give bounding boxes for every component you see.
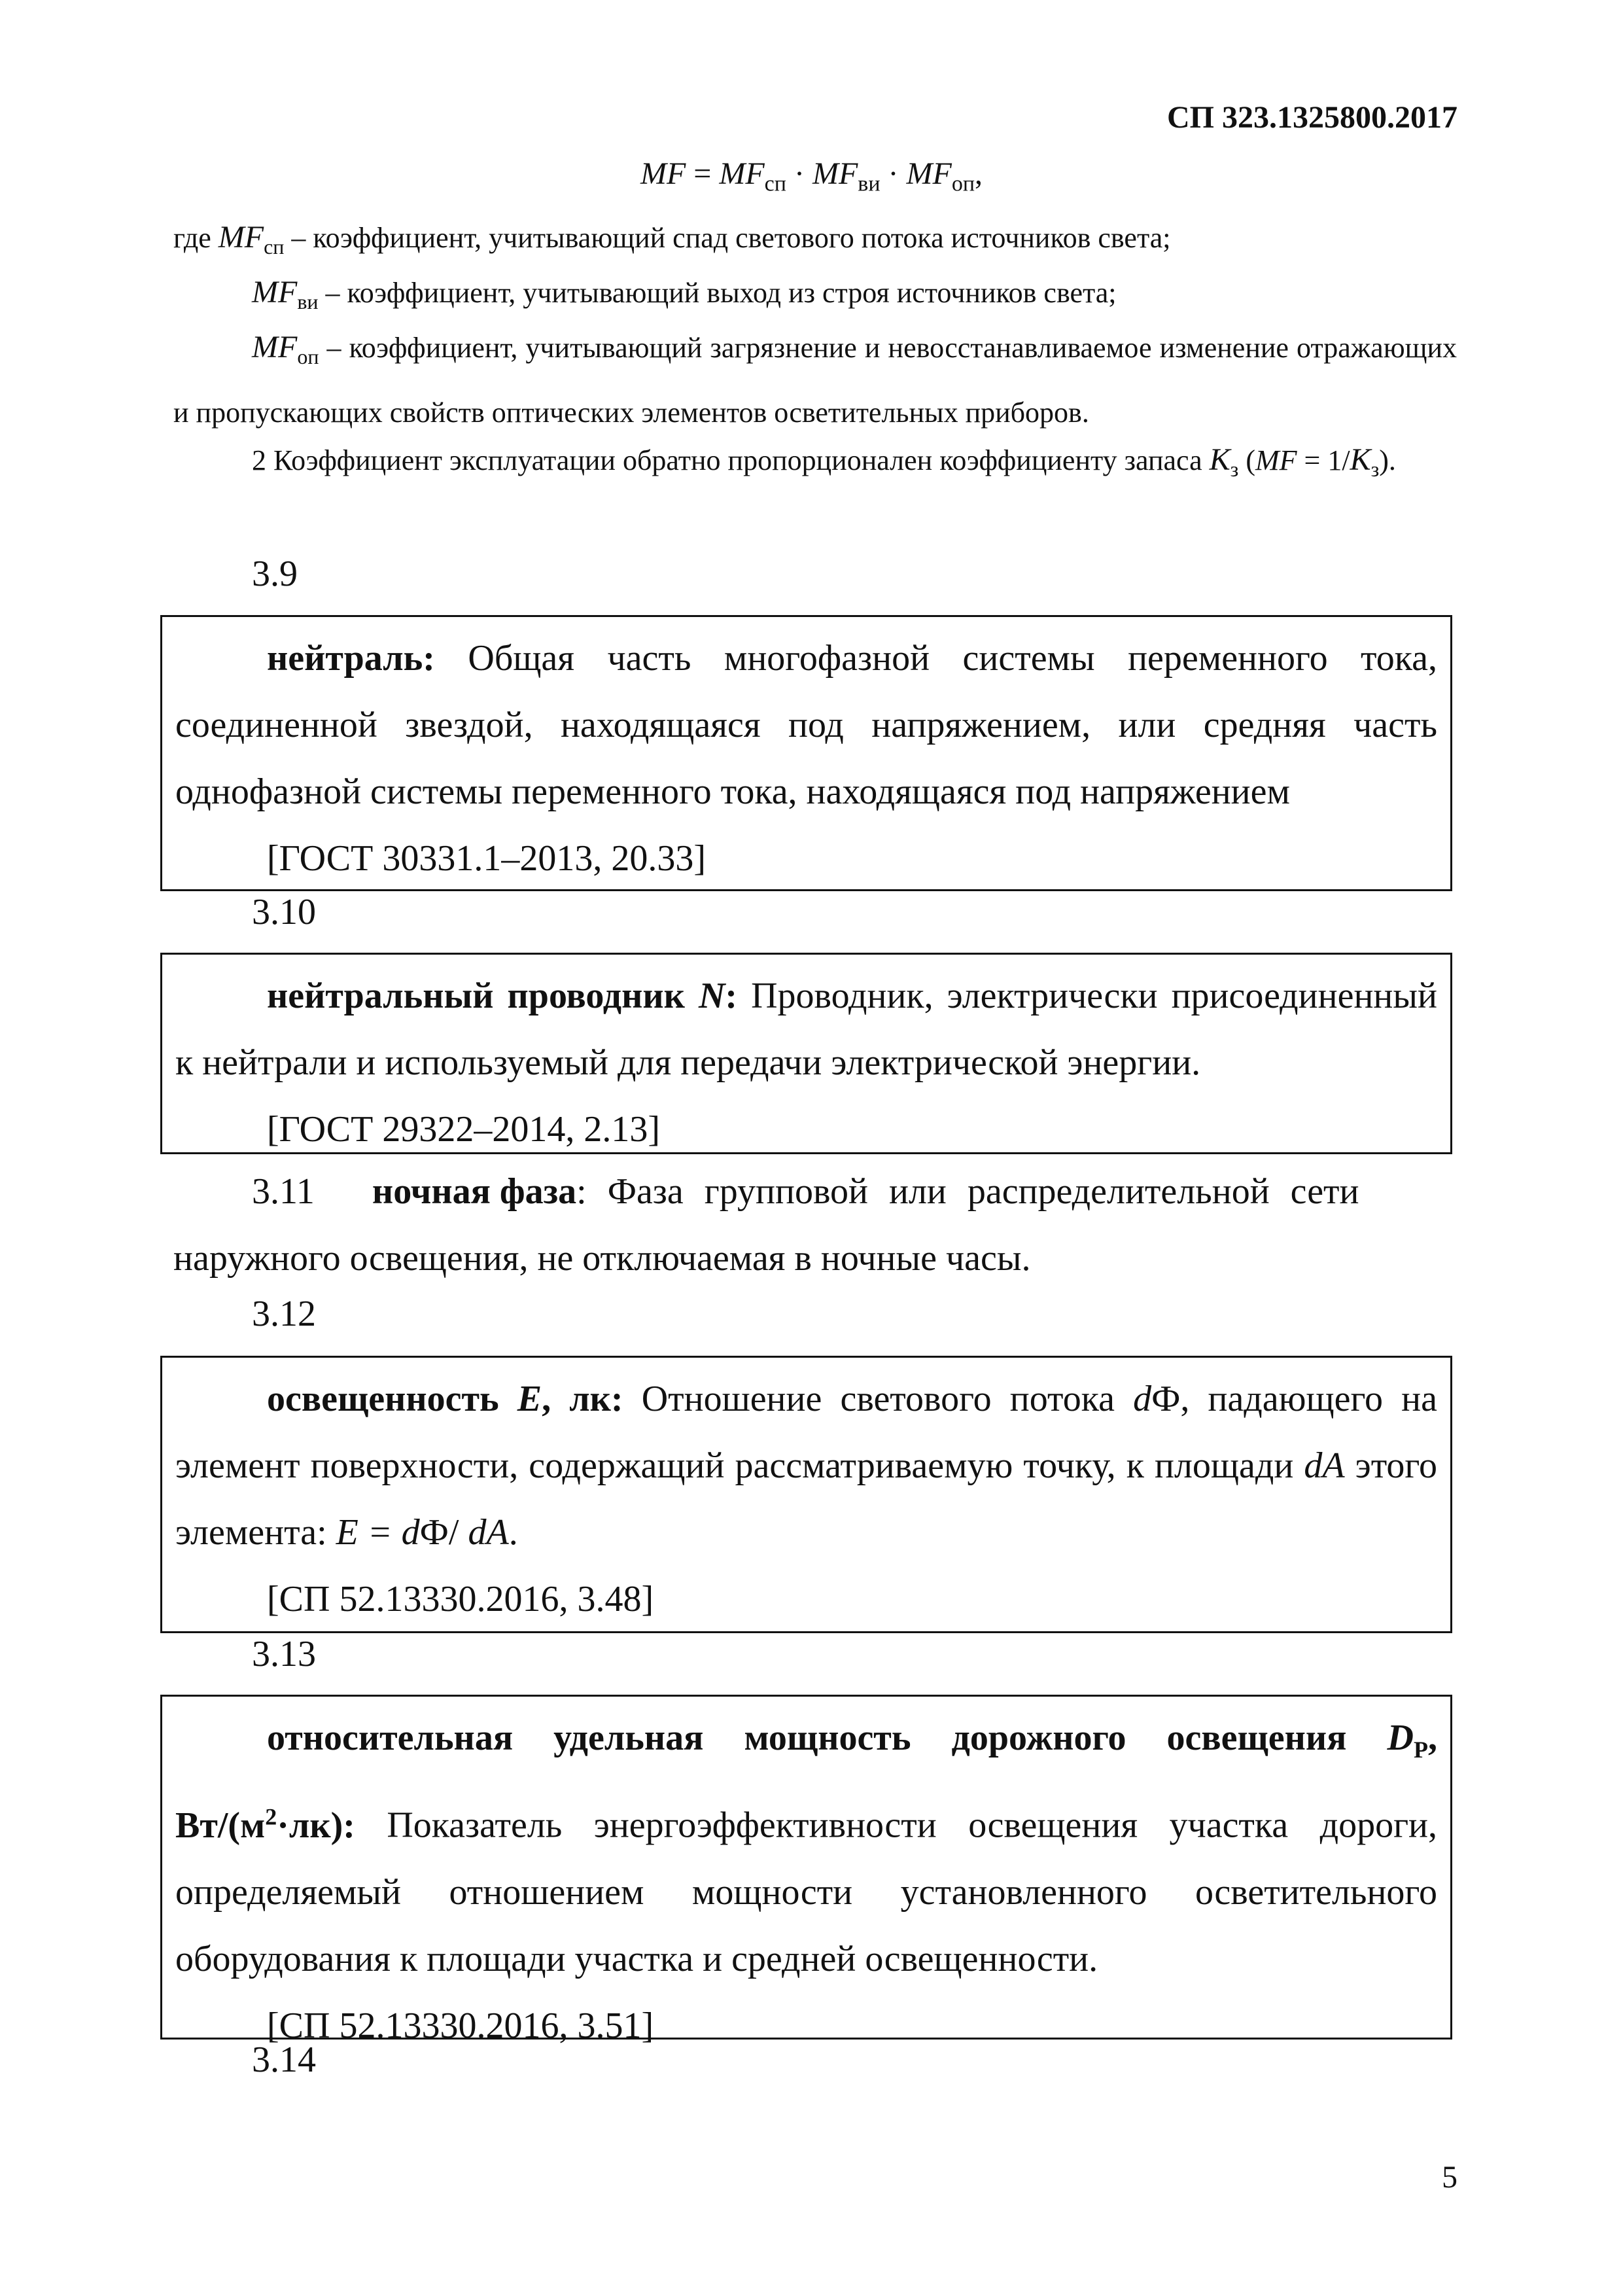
- source-reference: [ГОСТ 30331.1–2013, 20.33]: [267, 838, 706, 879]
- definition-box-3-9: [160, 615, 1452, 891]
- section-number-3-9: 3.9: [252, 554, 298, 594]
- source-reference: [СП 52.13330.2016, 3.48]: [267, 1579, 654, 1619]
- definition-text: относительная удельная мощность дорожного освещения $D_P$, $Вт/(м^2\cdot лк)$: Показатель энергоэффективности освещения участка дороги, определяемый отношением мощности установленного осветительного оборудования к площади участка и средней освещенности.: [175, 1718, 1437, 1979]
- source-reference: [ГОСТ 29322–2014, 2.13]: [267, 1109, 660, 1150]
- section-number-3-12: 3.12: [252, 1294, 316, 1334]
- section-number-3-10: 3.10: [252, 892, 316, 932]
- definition-text: нейтральный проводник N: Проводник, электрически присоединенный к нейтрали и используемый для передачи электрической энергии.: [175, 976, 1437, 1083]
- maintenance-factor-formula: MF = $MF_{сп} \cdot MF_{ви} \cdot MF_{оп}$,: [640, 156, 983, 196]
- definition-box-3-13: [160, 1695, 1452, 2046]
- section-number-3-14: 3.14: [252, 2040, 316, 2080]
- term: нейтральный проводник N:: [267, 976, 738, 1016]
- formula-legend-line-3: $MF_{оп}$ – коэффициент, учитывающий загрязнение и невосстанавливаемое изменение отражающих и пропускающих свойств оптических элементов осветительных приборов.: [173, 330, 1457, 429]
- note-2: 2 Коэффициент эксплуатации обратно пропорционален коэффициенту запаса $K_з$ $(MF = 1/K_з)$.: [252, 442, 1396, 481]
- definition-text: освещенность E, лк: Отношение светового потока dФ, падающего на элемент поверхности, содержащий рассматриваемую точку, к площади dA этого элемента: E = dФ/ dA.: [175, 1379, 1438, 1553]
- term: освещенность E, лк:: [267, 1379, 623, 1419]
- section-3-11-line-1: 3.11 ночная фаза: Фаза групповой или распределительной сети: [252, 1171, 1359, 1212]
- definition-box-3-10: [160, 953, 1452, 1154]
- section-number-3-13: 3.13: [252, 1634, 316, 1674]
- definition-box-3-12: [160, 1356, 1452, 1633]
- term: относительная удельная мощность дорожного освещения $D_P$, $Вт/(м^2\cdot лк)$:: [175, 1718, 1437, 1846]
- definition-text: нейтраль: Общая часть многофазной системы переменного тока, соединенной звездой, находящаяся под напряжением, или средняя часть однофазной системы переменного тока, находящаяся под напряжением: [175, 638, 1437, 812]
- page-number: 5: [1442, 2160, 1457, 2195]
- formula-legend-line-1: где $MF_{сп}$ – коэффициент, учитывающий спад светового потока источников света;: [173, 220, 1171, 258]
- term: нейтраль:: [267, 638, 435, 679]
- section-3-11-line-2: наружного освещения, не отключаемая в ночные часы.: [173, 1238, 1031, 1279]
- document-code: СП 323.1325800.2017: [1167, 100, 1457, 135]
- formula-legend-line-2: $MF_{ви}$ – коэффициент, учитывающий выход из строя источников света;: [252, 275, 1117, 313]
- source-reference: [СП 52.13330.2016, 3.51]: [267, 2005, 654, 2046]
